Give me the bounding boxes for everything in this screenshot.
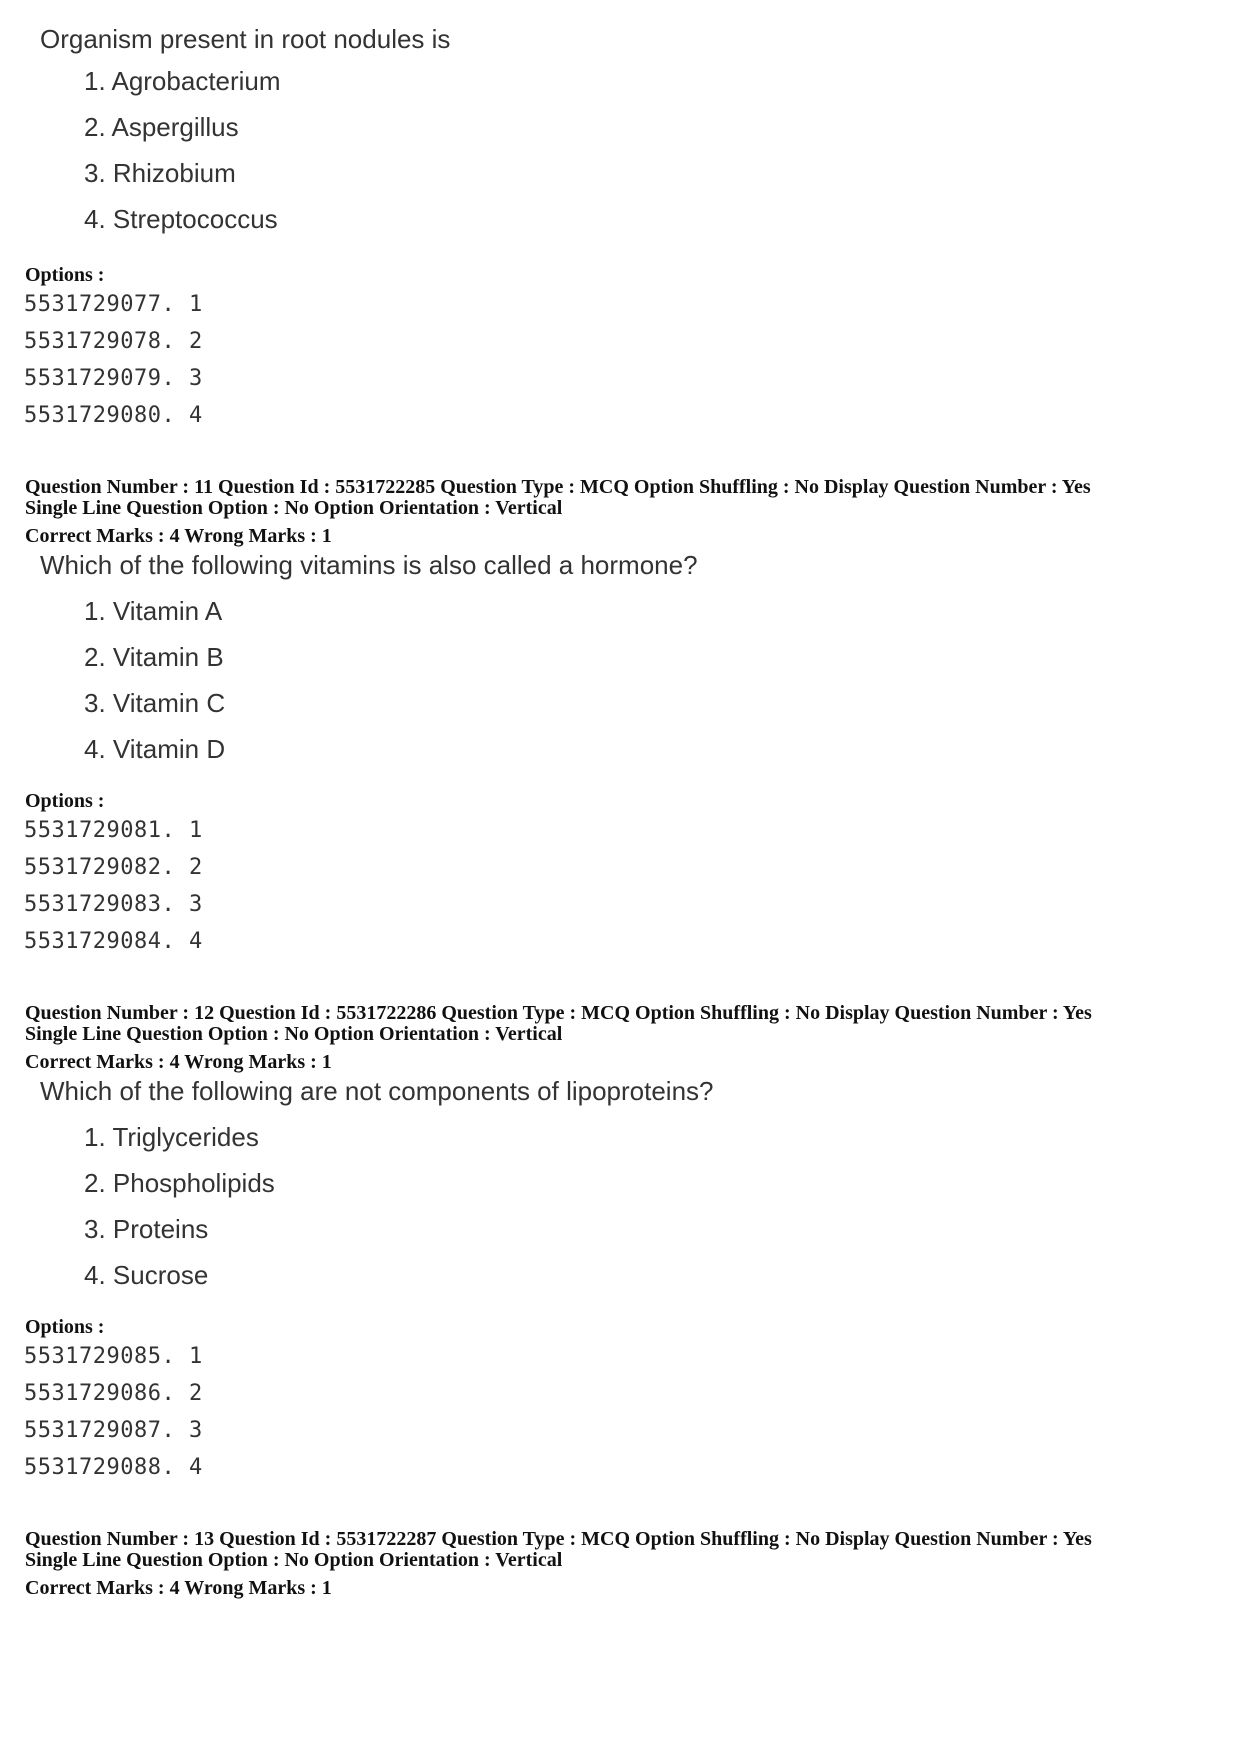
option-id-4: 5531729080. 4: [24, 403, 203, 428]
options-label: Options :: [25, 1316, 105, 1338]
option-id-3: 5531729079. 3: [24, 366, 203, 391]
option-id-2: 5531729086. 2: [24, 1381, 203, 1406]
option-id-1: 5531729077. 1: [24, 292, 203, 317]
choice-2: 2. Vitamin B: [84, 642, 224, 672]
choice-4: 4. Sucrose: [84, 1260, 209, 1290]
question-meta: Question Number : 13 Question Id : 5531722287 Question Type : MCQ Option Shuffling : No Display Question Number : Yes: [25, 1528, 1092, 1550]
question-text: Which of the following vitamins is also called a hormone?: [40, 550, 698, 580]
question-marks: Correct Marks : 4 Wrong Marks : 1: [25, 1577, 332, 1599]
option-id-3: 5531729083. 3: [24, 892, 203, 917]
choice-1: 1. Triglycerides: [84, 1122, 259, 1152]
choice-1: 1. Vitamin A: [84, 596, 223, 626]
question-text: Organism present in root nodules is: [40, 24, 451, 54]
question-meta-2: Single Line Question Option : No Option Orientation : Vertical: [25, 1023, 563, 1045]
option-id-3: 5531729087. 3: [24, 1418, 203, 1443]
question-meta: Question Number : 11 Question Id : 5531722285 Question Type : MCQ Option Shuffling : No Display Question Number : Yes: [25, 476, 1091, 498]
options-label: Options :: [25, 790, 105, 812]
choice-2: 2. Aspergillus: [84, 112, 239, 142]
question-meta: Question Number : 12 Question Id : 5531722286 Question Type : MCQ Option Shuffling : No Display Question Number : Yes: [25, 1002, 1092, 1024]
question-meta-2: Single Line Question Option : No Option Orientation : Vertical: [25, 1549, 563, 1571]
option-id-1: 5531729081. 1: [24, 818, 203, 843]
question-marks: Correct Marks : 4 Wrong Marks : 1: [25, 525, 332, 547]
choice-3: 3. Proteins: [84, 1214, 209, 1244]
choice-1: 1. Agrobacterium: [84, 66, 281, 96]
question-marks: Correct Marks : 4 Wrong Marks : 1: [25, 1051, 332, 1073]
option-id-2: 5531729078. 2: [24, 329, 203, 354]
options-label: Options :: [25, 264, 105, 286]
choice-3: 3. Vitamin C: [84, 688, 226, 718]
question-text: Which of the following are not components of lipoproteins?: [40, 1076, 714, 1106]
option-id-4: 5531729084. 4: [24, 929, 203, 954]
question-meta-2: Single Line Question Option : No Option Orientation : Vertical: [25, 497, 563, 519]
choice-3: 3. Rhizobium: [84, 158, 236, 188]
choice-2: 2. Phospholipids: [84, 1168, 275, 1198]
option-id-1: 5531729085. 1: [24, 1344, 203, 1369]
choice-4: 4. Streptococcus: [84, 204, 278, 234]
option-id-4: 5531729088. 4: [24, 1455, 203, 1480]
choice-4: 4. Vitamin D: [84, 734, 226, 764]
option-id-2: 5531729082. 2: [24, 855, 203, 880]
